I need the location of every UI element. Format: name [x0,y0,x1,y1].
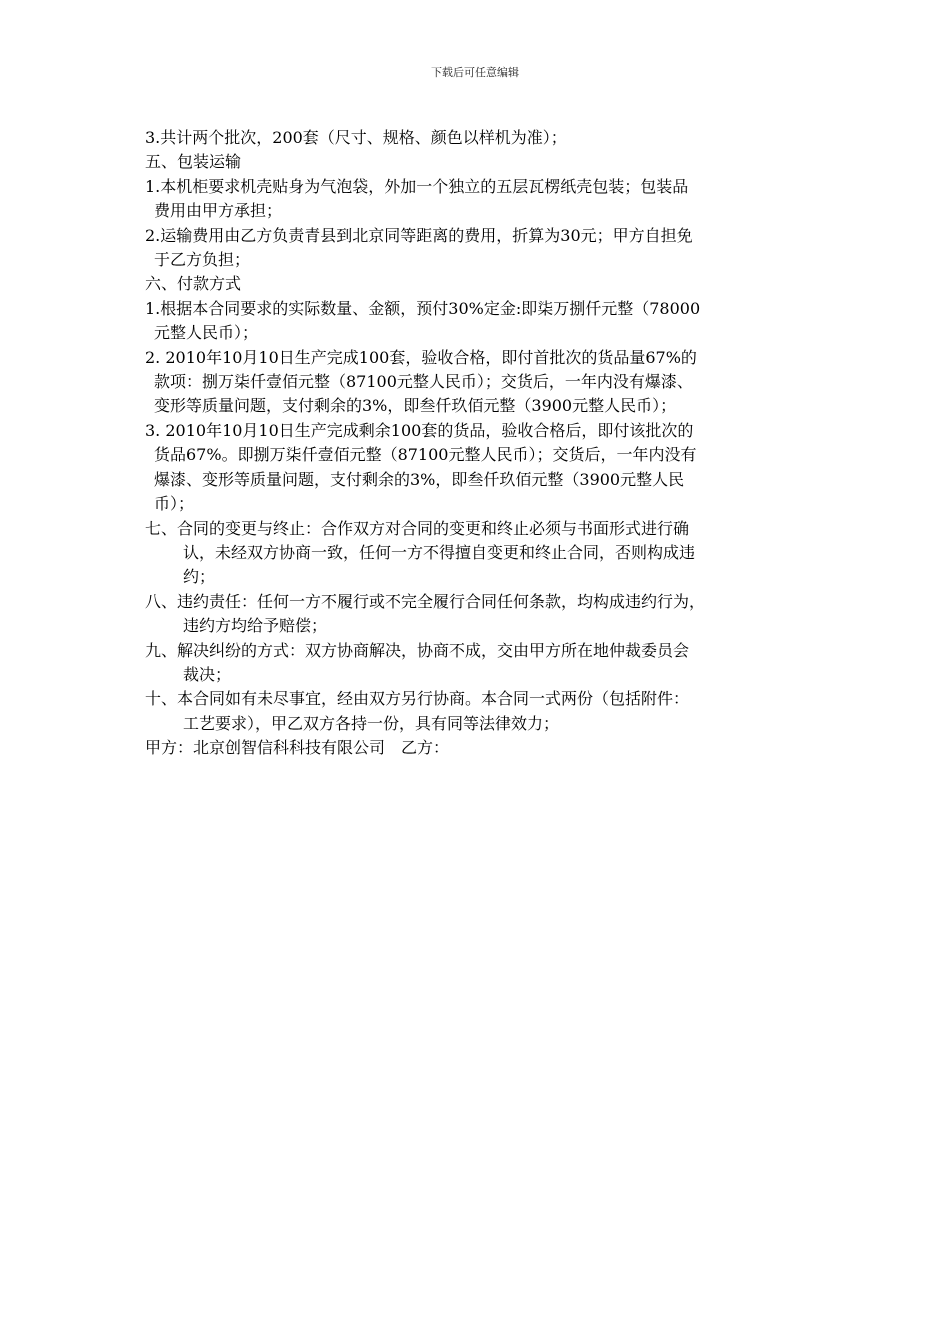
section-change-termination-cont: 约； [183,567,216,587]
section-liability: 八、违约责任：任何一方不履行或不完全履行合同任何条款，均构成违约行为， [145,591,706,611]
section-misc: 十、本合同如有未尽事宜，经由双方另行协商。本合同一式两份（包括附件： [145,689,690,709]
payment-clause-3-cont: 币）； [154,494,195,514]
packaging-clause-1: 1.本机柜要求机壳贴身为气泡袋，外加一个独立的五层瓦楞纸壳包装；包装品 [145,176,689,196]
section-dispute-cont: 裁决； [183,664,232,684]
section-misc-cont: 工艺要求），甲乙双方各持一份，具有同等法律效力； [183,713,560,733]
payment-clause-3: 3. 2010年10月10日生产完成剩余100套的货品，验收合格后，即付该批次的 [145,420,694,440]
section-change-termination: 七、合同的变更与终止：合作双方对合同的变更和终止必须与书面形式进行确 [145,518,690,538]
payment-clause-2-cont: 变形等质量问题，支付剩余的3%，即叁仟玖佰元整（3900元整人民币）； [154,396,677,416]
section-dispute: 九、解决纠纷的方式：双方协商解决，协商不成，交由甲方所在地仲裁委员会 [145,640,690,660]
batch-clause: 3.共计两个批次，200套（尺寸、规格、颜色以样机为准）； [145,128,567,147]
payment-clause-1-cont: 元整人民币）； [154,323,259,343]
section-liability-cont: 违约方均给予赔偿； [183,616,328,636]
page-header: 下载后可任意编辑 [431,66,519,79]
payment-clause-3-cont: 货品67%。即捌万柒仟壹佰元整（87100元整人民币）；交货后，一年内没有 [154,445,697,465]
section-heading-packaging: 五、包装运输 [145,152,242,172]
signature-line: 甲方：北京创智信科科技有限公司 乙方： [145,738,450,758]
payment-clause-2: 2. 2010年10月10日生产完成100套，验收合格，即付首批次的货品量67%的 [145,347,697,367]
packaging-clause-2-cont: 于乙方负担； [154,250,251,270]
contract-body [145,126,825,761]
packaging-clause-1-cont: 费用由甲方承担； [154,201,283,221]
payment-clause-2-cont: 款项：捌万柒仟壹佰元整（87100元整人民币）；交货后，一年内没有爆漆、 [154,372,693,392]
payment-clause-3-cont: 爆漆、变形等质量问题，支付剩余的3%，即叁仟玖佰元整（3900元整人民 [154,469,685,489]
section-heading-payment: 六、付款方式 [145,274,242,294]
section-change-termination-cont: 认，未经双方协商一致，任何一方不得擅自变更和终止合同，否则构成违 [183,542,696,562]
packaging-clause-2: 2.运输费用由乙方负责青县到北京同等距离的费用，折算为30元；甲方自担免 [145,225,693,245]
payment-clause-1: 1.根据本合同要求的实际数量、金额，预付30%定金:即柒万捌仟元整（78000 [145,298,701,318]
